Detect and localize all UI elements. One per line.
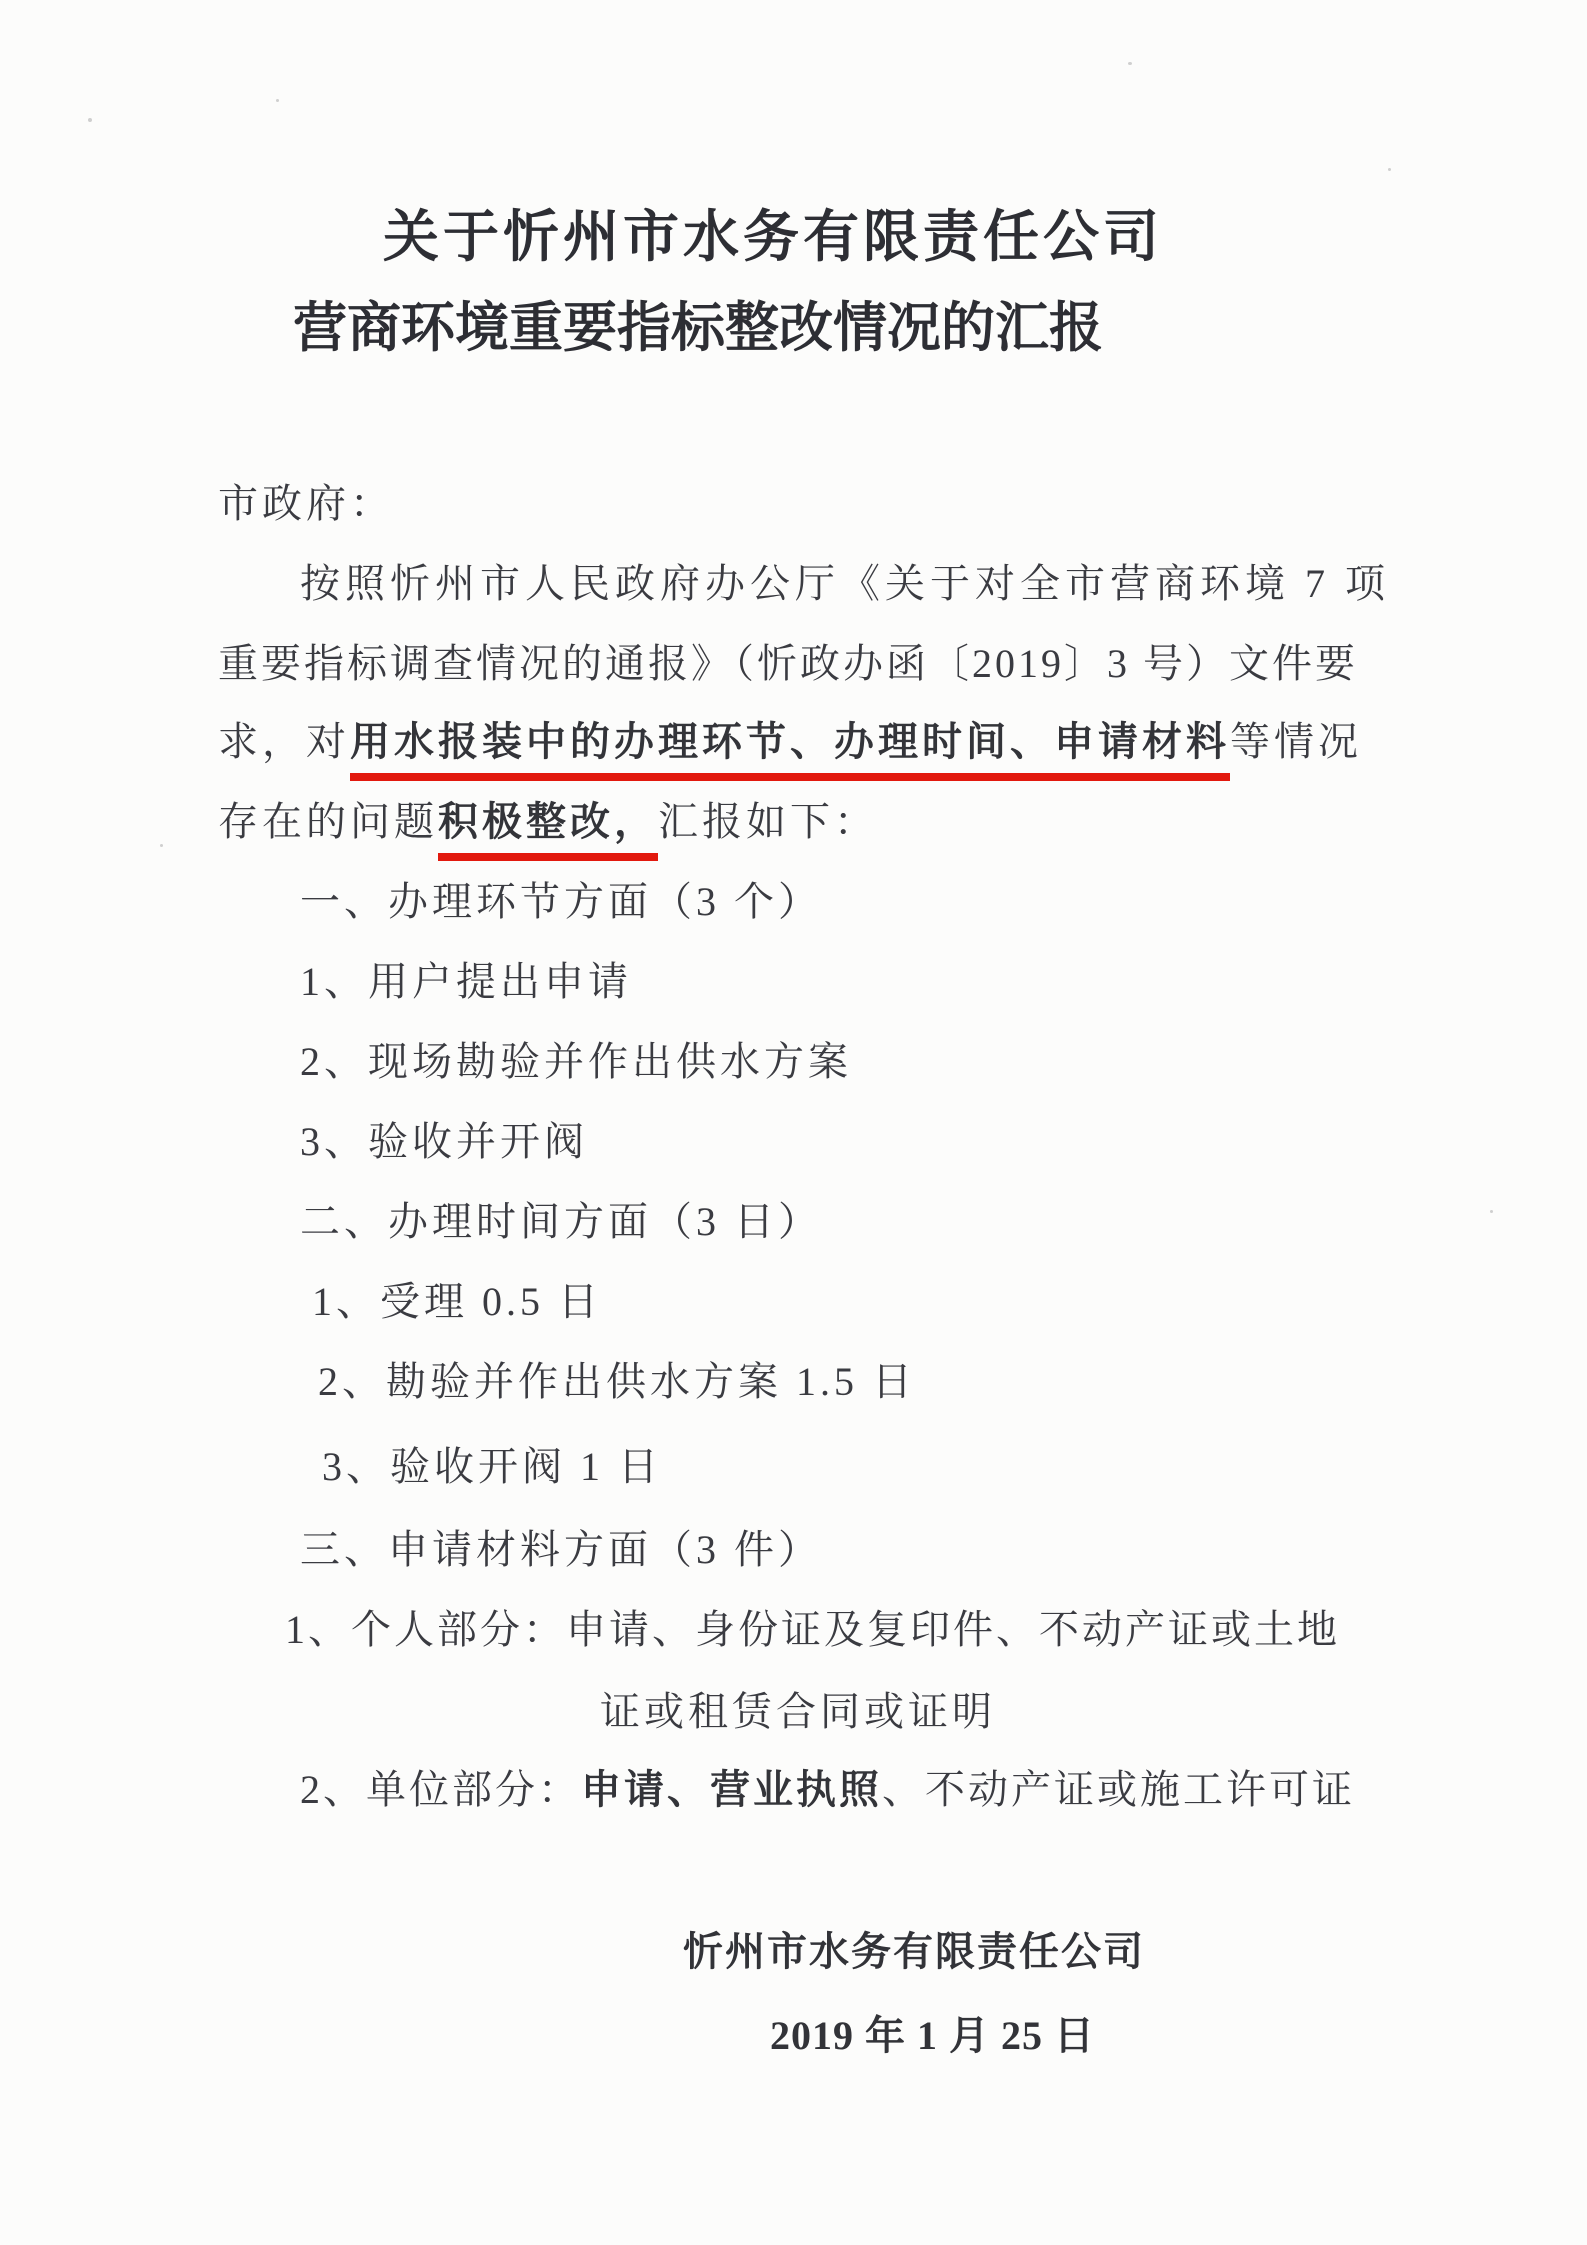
section-1-item-1: 1、用户提出申请 [300, 959, 632, 1004]
document-title-line-2: 营商环境重要指标整改情况的汇报 [293, 298, 1103, 358]
section-1-item-3: 3、验收并开阀 [300, 1119, 588, 1164]
intro-line-1: 按照忻州市人民政府办公厅《关于对全市营商环境 7 项 [300, 561, 1390, 606]
salutation: 市政府： [218, 481, 394, 526]
intro-line-4-tail: 汇报如下： [658, 799, 878, 844]
scan-speck [1128, 62, 1132, 65]
intro-line-4-text: 存在的问题 [218, 799, 438, 844]
intro-line-3-text: 求，对 [218, 719, 350, 764]
intro-line-3-tail: 等情况 [1230, 719, 1362, 764]
intro-line-4 [218, 796, 878, 848]
section-2-heading: 二、办理时间方面（3 日） [300, 1199, 822, 1244]
signature-company: 忻州市水务有限责任公司 [683, 1929, 1145, 1974]
red-underlined-text-2: 积极整改， [438, 799, 658, 861]
section-2-item-3: 3、验收开阀 1 日 [322, 1444, 662, 1489]
section-3-item-2 [300, 1764, 1355, 1816]
intro-line-2: 重要指标调查情况的通报》（忻政办函〔2019〕3 号）文件要 [218, 641, 1358, 686]
section-2-item-1: 1、受理 0.5 日 [312, 1279, 602, 1324]
section-3-item-2-pre: 2、单位部分： [300, 1767, 581, 1812]
scan-speck [1388, 168, 1391, 171]
signature-date: 2019 年 1 月 25 日 [770, 2013, 1095, 2058]
section-1-heading: 一、办理环节方面（3 个） [300, 879, 822, 924]
intro-line-3 [218, 716, 1362, 768]
section-3-item-2-post: 、不动产证或施工许可证 [882, 1767, 1355, 1812]
scan-speck [160, 844, 163, 847]
document-title-line-1: 关于忻州市水务有限责任公司 [383, 207, 1163, 269]
scan-speck [276, 99, 279, 102]
section-3-item-2-bold: 申请、营业执照 [581, 1767, 882, 1812]
red-underlined-text-1: 用水报装中的办理环节、办理时间、申请材料 [350, 719, 1230, 781]
section-3-item-1-line-1: 1、个人部分：申请、身份证及复印件、不动产证或土地 [285, 1607, 1340, 1652]
section-1-item-2: 2、现场勘验并作出供水方案 [300, 1039, 852, 1084]
scan-speck [1490, 1210, 1493, 1213]
section-3-item-1-line-2: 证或租赁合同或证明 [600, 1689, 996, 1734]
section-2-item-2: 2、勘验并作出供水方案 1.5 日 [318, 1359, 916, 1404]
section-3-heading: 三、申请材料方面（3 件） [300, 1527, 822, 1572]
scan-speck [88, 118, 92, 122]
